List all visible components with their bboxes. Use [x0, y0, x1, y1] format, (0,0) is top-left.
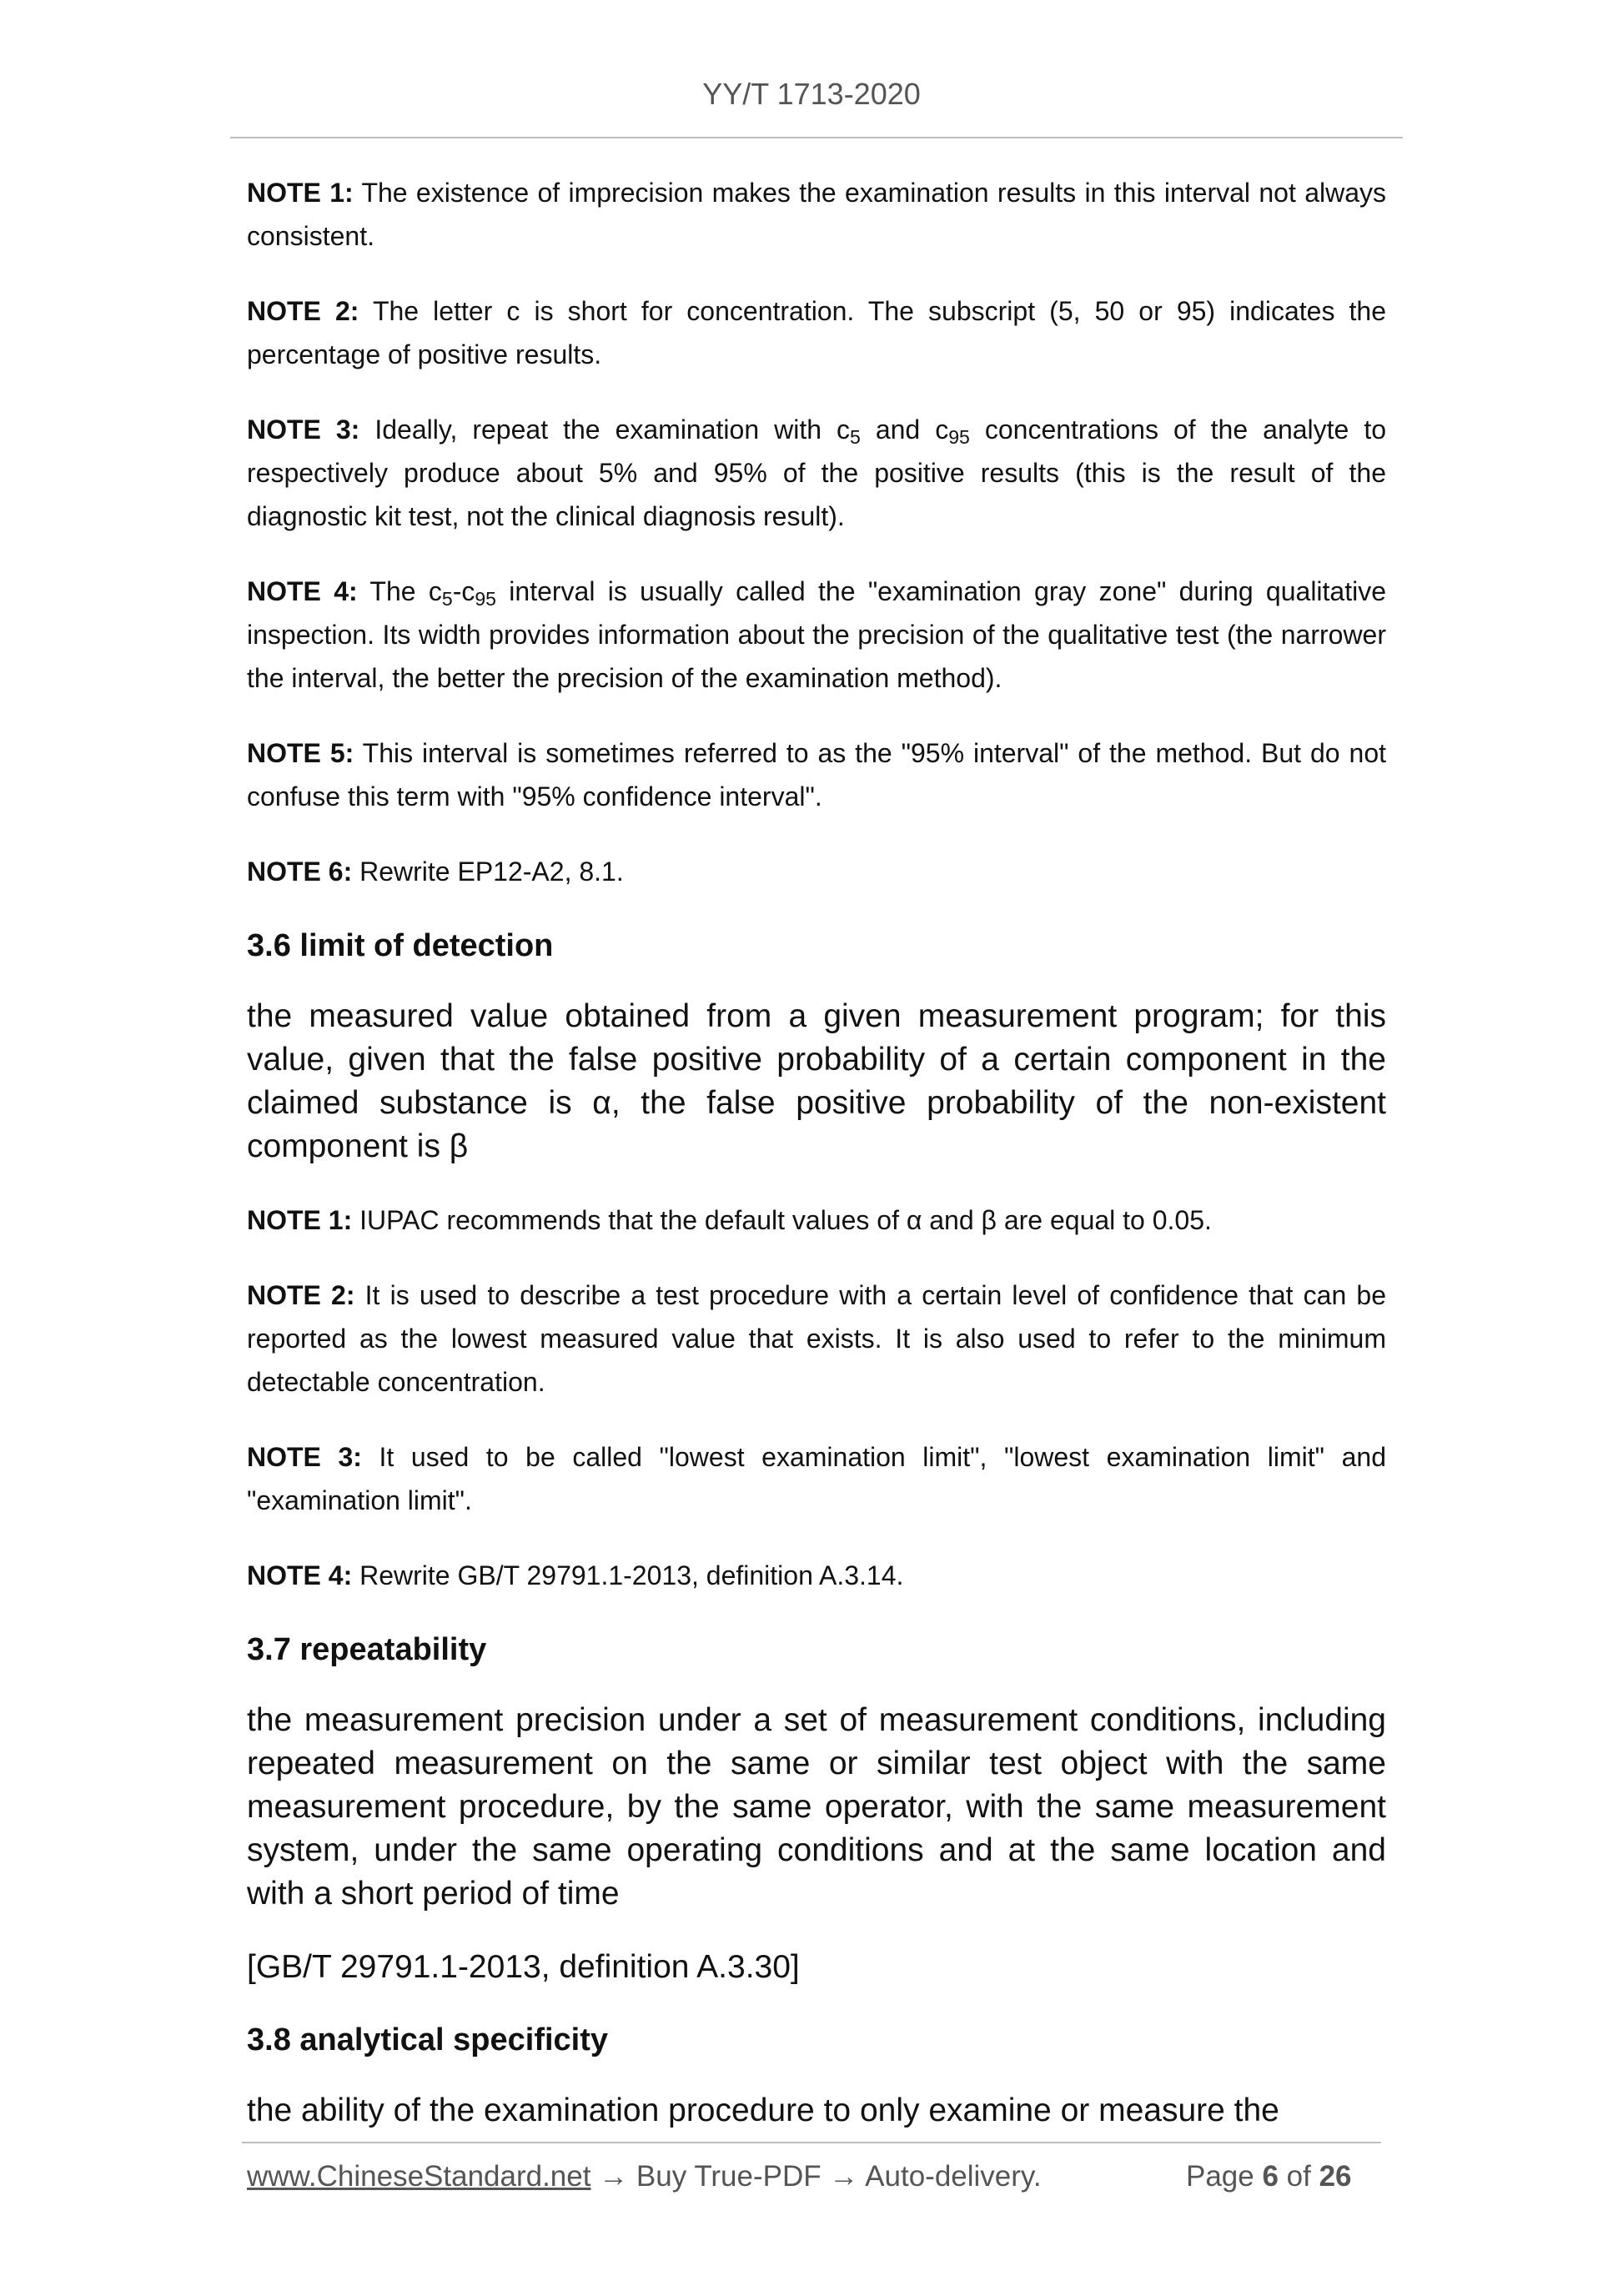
source-reference: [GB/T 29791.1-2013, definition A.3.30] — [247, 1949, 800, 1985]
note-text: Rewrite EP12-A2, 8.1. — [352, 857, 624, 887]
note-text: -c — [452, 576, 475, 606]
note-text: concentrations of the analyte to respectively produce about 5% and 95% of the positive results (this is the result of the diagnostic kit test, not the clinical diagnosis result). — [247, 414, 1387, 531]
note-3 — [247, 1435, 1386, 1522]
note-6 — [247, 850, 1386, 893]
document-id-header: YY/T 1713-2020 — [702, 77, 921, 111]
note-text: Ideally, repeat the examination with c — [359, 414, 851, 445]
note-label: NOTE 4: — [247, 1560, 353, 1590]
note-label: NOTE 1: — [247, 1205, 353, 1235]
note-2 — [247, 289, 1386, 376]
footer-divider — [242, 2142, 1381, 2143]
page-number — [1186, 2160, 1352, 2193]
total-pages: 26 — [1319, 2160, 1352, 2193]
note-label: NOTE 3: — [247, 414, 360, 445]
note-text: and c — [860, 414, 949, 445]
note-label: NOTE 5: — [247, 738, 354, 768]
note-text: IUPAC recommends that the default values of α and β are equal to 0.05. — [352, 1205, 1212, 1235]
note-4 — [247, 1554, 1386, 1597]
subscript: 95 — [475, 587, 496, 610]
definition-3-6: the measured value obtained from a given measurement program; for this value, given that the false positive probability of a certain component in the claimed substance is α, the false positive probability of the non-existent component is β — [247, 998, 1386, 1164]
note-1 — [247, 171, 1386, 258]
note-text: This interval is sometimes referred to as the "95% interval" of the method. But do not confuse this term with "95% confidence interval". — [247, 738, 1387, 811]
subscript: 5 — [850, 425, 861, 448]
footer-promo-text: → Buy True-PDF → Auto-delivery. — [590, 2160, 1042, 2193]
note-text: The existence of imprecision makes the examination results in this interval not always consistent. — [247, 178, 1387, 251]
note-text: Rewrite GB/T 29791.1-2013, definition A.3.14. — [352, 1560, 904, 1590]
note-text: The c — [357, 576, 442, 606]
footer-promo — [247, 2160, 1042, 2193]
subscript: 5 — [441, 587, 453, 610]
note-3 — [247, 408, 1386, 538]
section-heading-3-6: 3.6 limit of detection — [247, 928, 554, 963]
note-label: NOTE 3: — [247, 1442, 362, 1472]
subscript: 95 — [948, 425, 970, 448]
website-link[interactable]: www.ChineseStandard.net — [247, 2160, 591, 2193]
note-label: NOTE 2: — [247, 1280, 355, 1310]
definition-3-8: the ability of the examination procedure to only examine or measure the — [247, 2093, 1279, 2128]
note-1 — [247, 1198, 1386, 1242]
current-page: 6 — [1262, 2160, 1279, 2193]
note-label: NOTE 4: — [247, 576, 358, 606]
page-word: Page — [1186, 2160, 1263, 2193]
page-content — [247, 171, 1386, 2163]
note-4 — [247, 570, 1386, 700]
note-label: NOTE 1: — [247, 178, 354, 208]
note-5 — [247, 731, 1386, 818]
note-text: interval is usually called the "examination gray zone" during qualitative inspection. Its width provides information about the precision of the qualitative test (the narrower the interval, the better the precision of the examination method). — [247, 576, 1387, 693]
definition-3-7: the measurement precision under a set of measurement conditions, including repeated measurement on the same or similar test object with the same measurement procedure, by the same operator, with the same measurement system, under the same operating conditions and at the same location and with a short period of time — [247, 1702, 1386, 1912]
note-2 — [247, 1274, 1386, 1404]
section-heading-3-8: 3.8 analytical specificity — [247, 2022, 609, 2057]
header-divider — [230, 137, 1403, 138]
section-heading-3-7: 3.7 repeatability — [247, 1632, 487, 1667]
note-text: It used to be called "lowest examination limit", "lowest examination limit" and "examination limit". — [247, 1442, 1387, 1515]
note-label: NOTE 6: — [247, 857, 353, 887]
note-text: The letter c is short for concentration. The subscript (5, 50 or 95) indicates the percentage of positive results. — [247, 296, 1387, 369]
note-text: It is used to describe a test procedure with a certain level of confidence that can be reported as the lowest measured value that exists. It is also used to refer to the minimum detectable concentration. — [247, 1280, 1387, 1397]
note-label: NOTE 2: — [247, 296, 359, 326]
of-word: of — [1278, 2160, 1319, 2193]
